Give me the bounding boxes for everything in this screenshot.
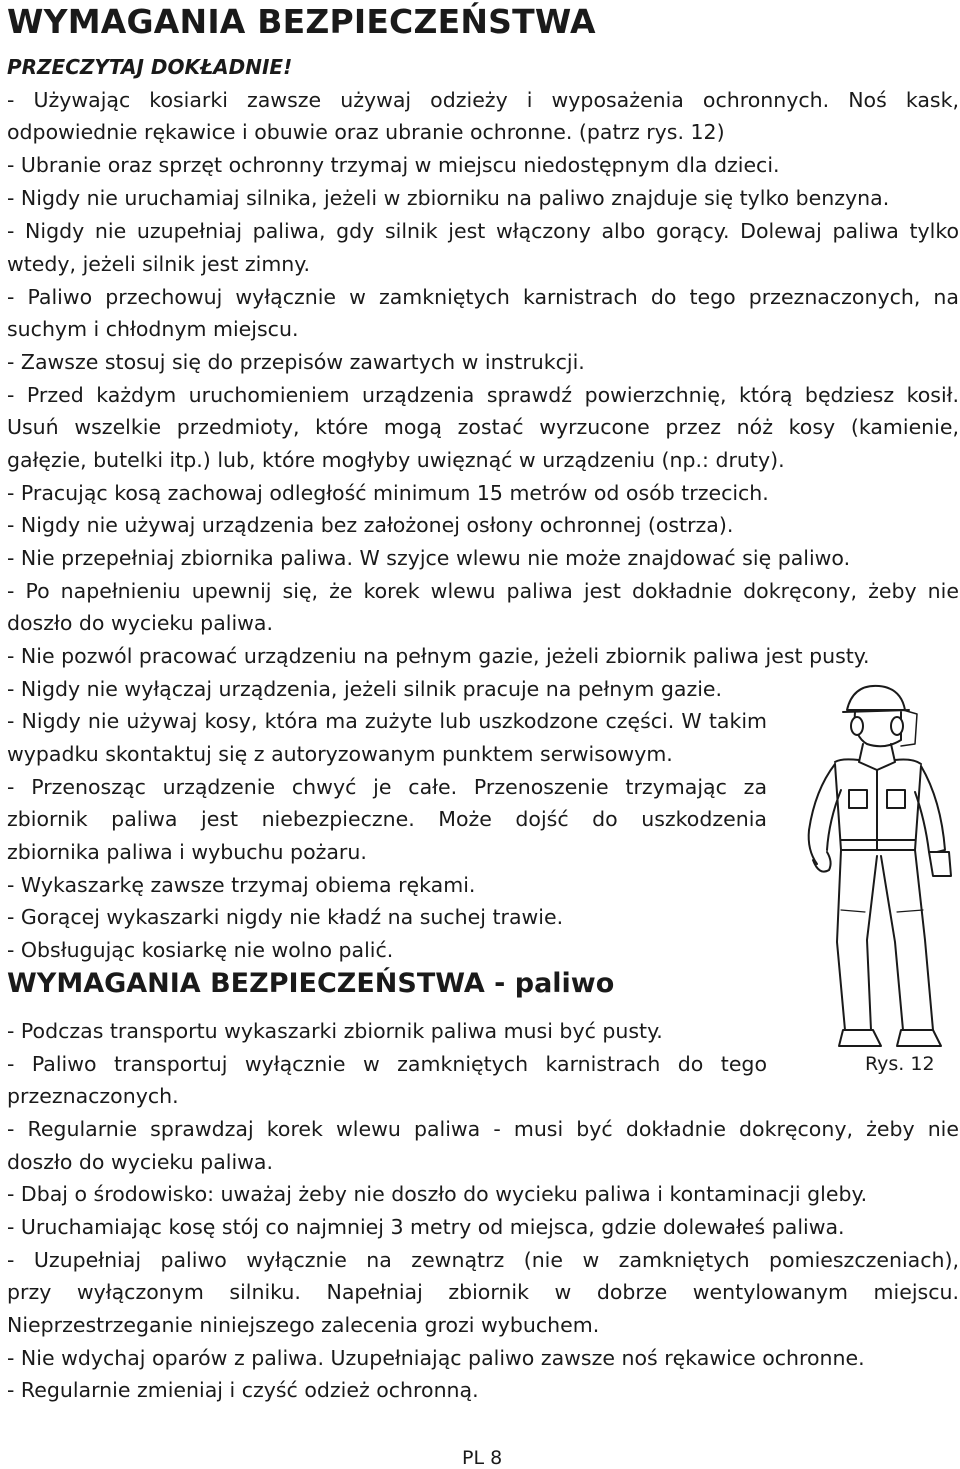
text-line: - Nigdy nie używaj urządzenia bez założonej osłony ochronnej (ostrza).: [7, 513, 734, 537]
text-line: - Przed każdym uruchomieniem urządzenia sprawdź powierzchnię, którą będziesz kosił.: [7, 383, 959, 407]
subtitle: PRZECZYTAJ DOKŁADNIE!: [7, 55, 293, 79]
text-line: wypadku skontaktuj się z autoryzowanym punktem serwisowym.: [7, 742, 673, 766]
text-line: - Używając kosiarki zawsze używaj odzieży i wyposażenia ochronnych. Noś kask,: [7, 88, 959, 112]
text-line: - Regularnie sprawdzaj korek wlewu paliwa - musi być dokładnie dokręcony, żeby nie: [7, 1117, 959, 1141]
text-line: Usuń wszelkie przedmioty, które mogą zostać wyrzucone przez nóż kosy (kamienie,: [7, 415, 959, 439]
text-line: przeznaczonych.: [7, 1084, 179, 1108]
text-line: - Zawsze stosuj się do przepisów zawartych w instrukcji.: [7, 350, 585, 374]
page-title: WYMAGANIA BEZPIECZEŃSTWA: [7, 2, 596, 41]
text-line: - Paliwo transportuj wyłącznie w zamkniętych karnistrach do tego: [7, 1052, 767, 1076]
text-line: - Nie pozwól pracować urządzeniu na pełnym gazie, jeżeli zbiornik paliwa jest pusty.: [7, 644, 870, 668]
text-line: - Uruchamiając kosę stój co najmniej 3 metry od miejsca, gdzie dolewałeś paliwa.: [7, 1215, 845, 1239]
text-line: doszło do wycieku paliwa.: [7, 1150, 273, 1174]
text-line: - Nigdy nie wyłączaj urządzenia, jeżeli silnik pracuje na pełnym gazie.: [7, 677, 723, 701]
text-line: - Nie wdychaj oparów z paliwa. Uzupełniając paliwo zawsze noś rękawice ochronne.: [7, 1346, 865, 1370]
page-number: PL 8: [462, 1447, 503, 1469]
text-line: doszło do wycieku paliwa.: [7, 611, 273, 635]
text-line: - Nigdy nie uruchamiaj silnika, jeżeli w zbiorniku na paliwo znajduje się tylko benzyna.: [7, 186, 890, 210]
text-line: - Przenosząc urządzenie chwyć je całe. Przenoszenie trzymając za: [7, 775, 767, 799]
text-line: suchym i chłodnym miejscu.: [7, 317, 299, 341]
text-line: - Nigdy nie używaj kosy, która ma zużyte lub uszkodzone części. W takim: [7, 709, 767, 733]
text-line: - Regularnie zmieniaj i czyść odzież ochronną.: [7, 1378, 479, 1402]
text-line: - Pracując kosą zachowaj odległość minimum 15 metrów od osób trzecich.: [7, 481, 769, 505]
text-line: zbiornika paliwa i wybuchu pożaru.: [7, 840, 367, 864]
text-line: wtedy, jeżeli silnik jest zimny.: [7, 252, 311, 276]
text-line: - Paliwo przechowuj wyłącznie w zamkniętych karnistrach do tego przeznaczonych, na: [7, 285, 959, 309]
text-line: - Uzupełniaj paliwo wyłącznie na zewnątrz (nie w zamkniętych pomieszczeniach),: [7, 1248, 959, 1272]
text-line: przy wyłączonym silniku. Napełniaj zbiornik w dobrze wentylowanym miejscu.: [7, 1280, 959, 1304]
text-line: zbiornik paliwa jest niebezpieczne. Może dojść do uszkodzenia: [7, 807, 767, 831]
text-line: - Wykaszarkę zawsze trzymaj obiema rękami.: [7, 873, 476, 897]
helmet-icon: [847, 686, 905, 710]
figure-caption: Rys. 12: [865, 1053, 935, 1075]
text-line: - Nigdy nie uzupełniaj paliwa, gdy silnik jest włączony albo gorący. Dolewaj paliwa tylko: [7, 219, 959, 243]
text-line: - Ubranie oraz sprzęt ochronny trzymaj w miejscu niedostępnym dla dzieci.: [7, 153, 780, 177]
text-line: - Dbaj o środowisko: uważaj żeby nie doszło do wycieku paliwa i kontaminacji gleby.: [7, 1182, 868, 1206]
text-line: odpowiednie rękawice i obuwie oraz ubranie ochronne. (patrz rys. 12): [7, 120, 725, 144]
text-line: - Nie przepełniaj zbiornika paliwa. W szyjce wlewu nie może znajdować się paliwo.: [7, 546, 851, 570]
text-line: Nieprzestrzeganie niniejszego zalecenia grozi wybuchem.: [7, 1313, 600, 1337]
text-line: - Po napełnieniu upewnij się, że korek wlewu paliwa jest dokładnie dokręcony, żeby nie: [7, 579, 959, 603]
text-line: - Obsługując kosiarkę nie wolno palić.: [7, 938, 394, 962]
text-line: - Podczas transportu wykaszarki zbiornik paliwa musi być pusty.: [7, 1019, 663, 1043]
text-line: - Gorącej wykaszarki nigdy nie kładź na suchej trawie.: [7, 905, 564, 929]
section-heading: WYMAGANIA BEZPIECZEŃSTWA - paliwo: [7, 968, 615, 999]
protective-gear-figure: [805, 680, 960, 1050]
text-line: gałęzie, butelki itp.) lub, które mogłyby uwięznąć w urządzeniu (np.: druty).: [7, 448, 785, 472]
